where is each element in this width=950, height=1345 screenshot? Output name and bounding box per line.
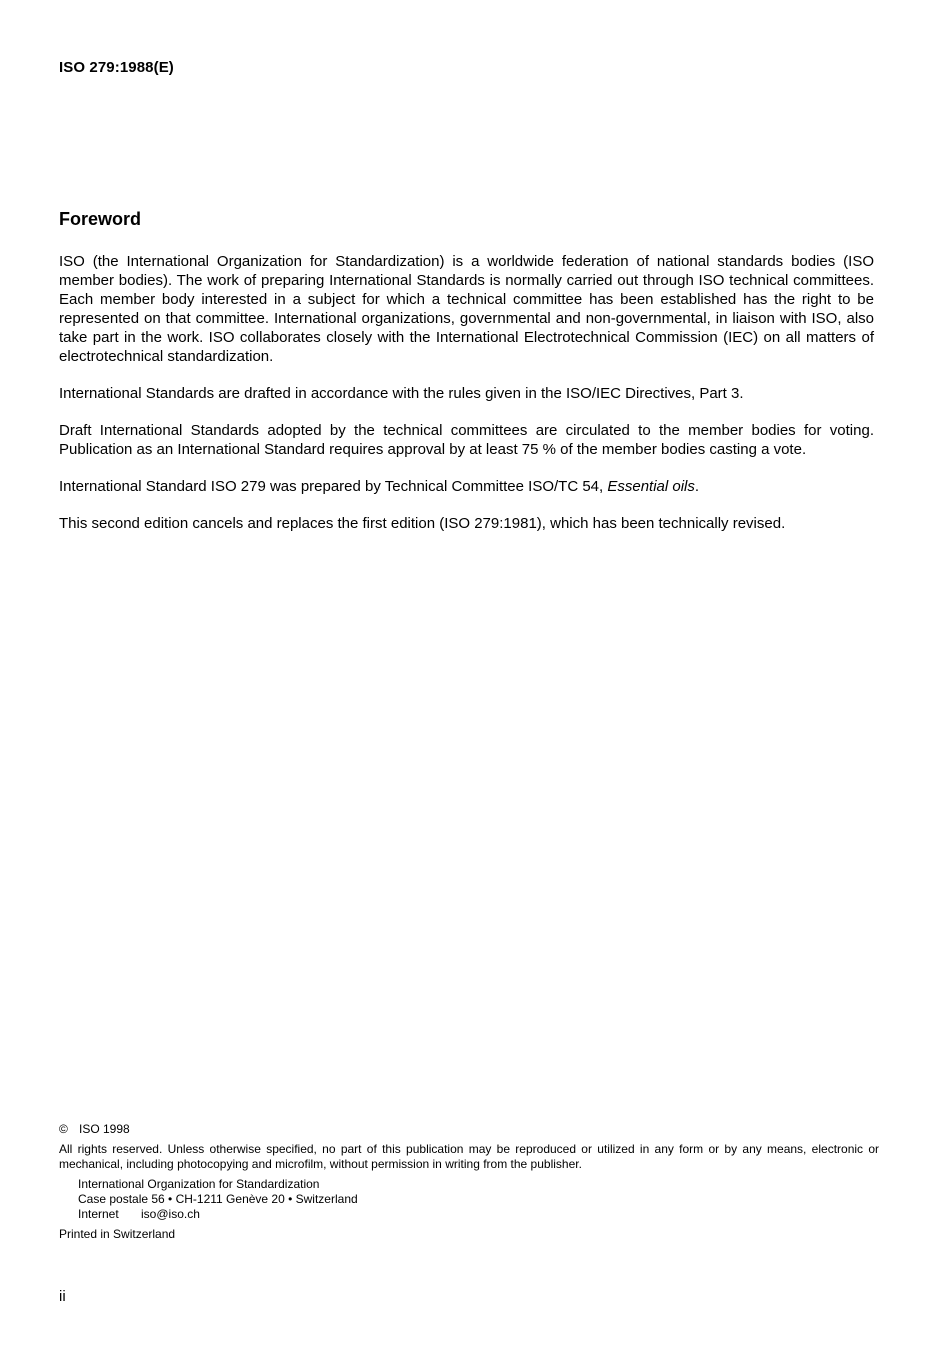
internet-line (78, 1207, 879, 1222)
internet-email: iso@iso.ch (141, 1207, 200, 1221)
prepared-by-paragraph (59, 477, 874, 496)
printed-in: Printed in Switzerland (59, 1227, 176, 1241)
postal-address: Case postale 56 • CH-1211 Genève 20 • Switzerland (78, 1192, 358, 1206)
copyright-line (59, 1122, 879, 1137)
foreword-paragraph: Draft International Standards adopted by the technical committees are circulated to the member bodies for voting. Publication as an International Standard requires approval by at least 75 % of the member bodies casting a vote. (59, 422, 874, 458)
copyright-year: ISO 1998 (79, 1122, 130, 1136)
page-number: ii (59, 1288, 66, 1305)
organization-name: International Organization for Standardization (78, 1177, 320, 1191)
edition-note: This second edition cancels and replaces the first edition (ISO 279:1981), which has been technically revised. (59, 515, 786, 532)
foreword-paragraph: ISO (the International Organization for Standardization) is a worldwide federation of national standards bodies (ISO member bodies). The work of preparing International Standards is normally carried out through ISO technical committees. Each member body interested in a subject for which a technical committee has been established has the right to be represented on that committee. International organizations, governmental and non-governmental, in liaison with ISO, also take part in the work. ISO collaborates closely with the International Electrotechnical Commission (IEC) on all matters of electrotechnical standardization. (59, 253, 874, 365)
prepared-by-text: International Standard ISO 279 was prepared by Technical Committee ISO/TC 54, (59, 478, 608, 495)
rights-statement: All rights reserved. Unless otherwise specified, no part of this publication may be reproduced or utilized in any form or by any means, electronic or mechanical, including photocopying and microfilm, without permission in writing from the publisher. (59, 1142, 879, 1171)
document-identifier: ISO 279:1988(E) (59, 59, 174, 76)
internet-label: Internet (78, 1207, 119, 1221)
foreword-body (59, 252, 874, 551)
publisher-address (78, 1177, 879, 1222)
copyright-symbol: © (59, 1122, 68, 1136)
prepared-by-end: . (694, 478, 700, 495)
copyright-notice (59, 1122, 879, 1242)
committee-title: Essential oils (607, 478, 695, 495)
foreword-heading: Foreword (59, 209, 142, 229)
foreword-paragraph: International Standards are drafted in accordance with the rules given in the ISO/IEC Directives, Part 3. (59, 385, 744, 402)
